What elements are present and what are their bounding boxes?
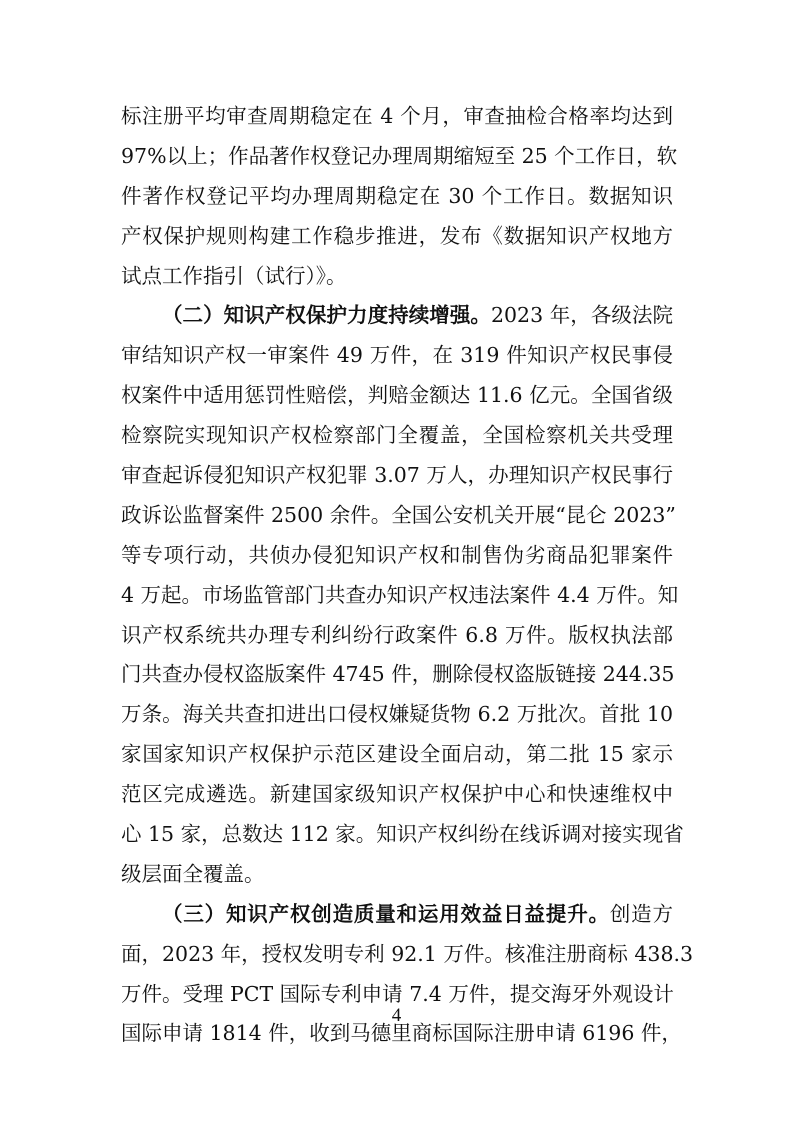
paragraph-line: 万条。海关共查扣进出口侵权嫌疑货物 6.2 万批次。首批 10 — [121, 702, 673, 727]
section-2-first-line-text: 2023 年，各级法院 — [490, 303, 674, 328]
paragraph-line: 范区完成遴选。新建国家级知识产权保护中心和快速维权中 — [121, 782, 673, 807]
paragraph-line: 等专项行动，共侦办侵犯知识产权和制售伪劣商品犯罪案件 — [121, 542, 673, 567]
paragraph-line: 政诉讼监督案件 2500 余件。全国公安机关开展“昆仑 2023” — [121, 502, 676, 527]
paragraph-line: 标注册平均审查周期稳定在 4 个月，审查抽检合格率均达到 — [121, 104, 673, 128]
paragraph-line: 审查起诉侵犯知识产权犯罪 3.07 万人，办理知识产权民事行 — [121, 463, 673, 488]
paragraph-line: 检察院实现知识产权检察部门全覆盖，全国检察机关共受理 — [121, 423, 673, 448]
paragraph-line: 4 万起。市场监管部门共查办知识产权违法案件 4.4 万件。知 — [121, 582, 679, 607]
paragraph-line: 级层面全覆盖。 — [121, 861, 265, 886]
paragraph-line: 识产权系统共办理专利纠纷行政案件 6.8 万件。版权执法部 — [121, 622, 673, 647]
paragraph-line: 心 15 家，总数达 112 家。知识产权纠纷在线诉调对接实现省 — [121, 822, 684, 847]
paragraph-line: 家国家知识产权保护示范区建设全面启动，第二批 15 家示 — [121, 742, 673, 767]
paragraph-line: 门共查办侵权盗版案件 4745 件，删除侵权盗版链接 244.35 — [121, 662, 675, 687]
paragraph-line: 国际申请 1814 件，收到马德里商标国际注册申请 6196 件， — [121, 1021, 682, 1046]
section-2-heading: （二）知识产权保护力度持续增强。 — [162, 303, 491, 328]
paragraph-line: 权案件中适用惩罚性赔偿，判赔金额达 11.6 亿元。全国省级 — [121, 383, 673, 408]
paragraph-line: 产权保护规则构建工作稳步推进，发布《数据知识产权地方 — [121, 223, 673, 248]
section-3-first-line-text: 创造方 — [609, 901, 674, 926]
section-3-heading: （三）知识产权创造质量和运用效益日益提升。 — [162, 901, 610, 926]
paragraph-line: 件著作权登记平均办理周期稳定在 30 个工作日。数据知识 — [121, 183, 673, 208]
section-3-first-line — [121, 895, 673, 935]
paragraph-line: 审结知识产权一审案件 49 万件，在 319 件知识产权民事侵 — [121, 343, 673, 368]
paragraph-line: 97%以上；作品著作权登记办理周期缩短至 25 个工作日，软 — [121, 143, 678, 168]
paragraph-line: 万件。受理 PCT 国际专利申请 7.4 万件，提交海牙外观设计 — [121, 981, 674, 1006]
paragraph-line: 试点工作指引（试行）》。 — [121, 263, 347, 288]
section-2-first-line — [121, 296, 673, 336]
page-number: 4 — [391, 1005, 402, 1026]
body-text — [121, 97, 694, 1054]
paragraph-line: 面，2023 年，授权发明专利 92.1 万件。核准注册商标 438.3 — [121, 941, 694, 966]
